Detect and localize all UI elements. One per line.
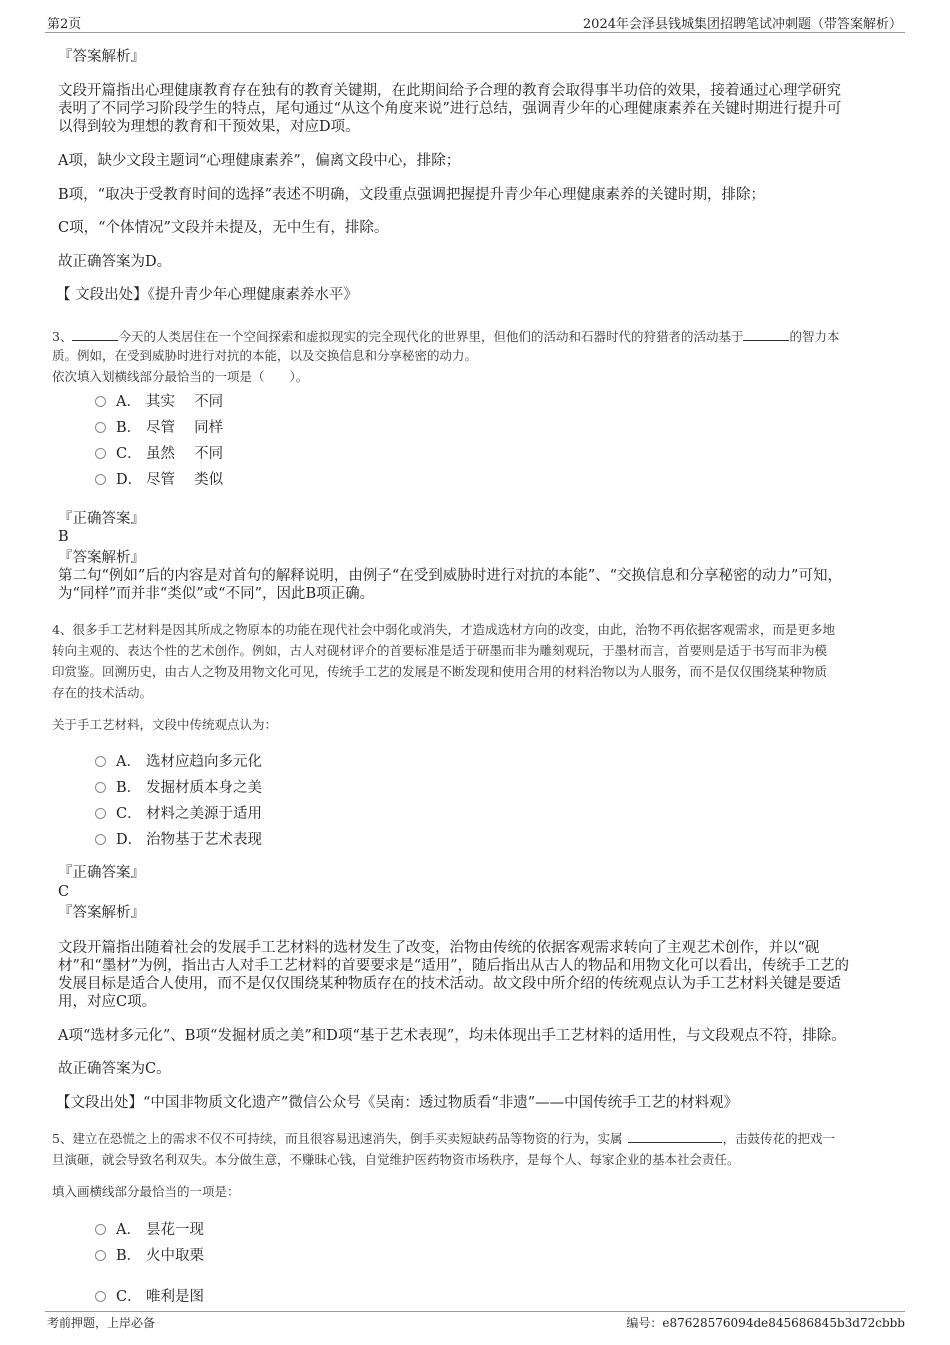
q2-option-b-note: B项，“取决于受教育时间的选择”表述不明确，文段重点强调把握提升青少年心理健康素养的关键时期，排除； — [58, 187, 765, 203]
q3-answer: B — [58, 529, 69, 545]
radio-icon[interactable] — [95, 396, 106, 407]
q4-answer-heading: 『正确答案』 — [58, 865, 145, 881]
footer-divider — [45, 1311, 905, 1312]
radio-icon[interactable] — [95, 448, 106, 459]
q3-option-a[interactable]: A． 其实 不同 — [95, 390, 223, 411]
q5-stem-line-1: 5、建立在恐慌之上的需求不仅不可持续，而且很容易迅速消失，倒手买卖短缺药品等物资的行为，实属 ，击鼓传花的把戏一 — [52, 1131, 835, 1146]
q2-analysis-line-3: 以得到较为理想的教育和干预效果，对应D项。 — [58, 119, 360, 135]
q5-blank — [628, 1130, 722, 1143]
q4-other-options-note: A项“选材多元化”、B项“发掘材质之美”和D项“基于艺术表现”，均未体现出手工艺材料的适用性，与文段观点不符，排除。 — [58, 1028, 846, 1044]
q5-prompt: 填入画横线部分最恰当的一项是： — [52, 1184, 240, 1199]
q3-blank-2 — [743, 328, 789, 341]
radio-icon[interactable] — [95, 808, 106, 819]
q5-option-b[interactable]: B． 火中取栗 — [95, 1244, 204, 1265]
q5-option-a[interactable]: A． 昙花一现 — [95, 1218, 204, 1239]
radio-icon[interactable] — [95, 474, 106, 485]
q3-prompt: 依次填入划横线部分最恰当的一项是（ ）。 — [52, 369, 309, 384]
document-title: 2024年会泽县钱城集团招聘笔试冲刺题（带答案解析） — [582, 17, 902, 32]
q4-conclusion: 故正确答案为C。 — [58, 1061, 171, 1077]
q2-option-c-note: C项，“个体情况”文段并未提及，无中生有，排除。 — [58, 220, 389, 236]
q2-analysis-line-2: 表明了不同学习阶段学生的特点，尾句通过“从这个角度来说”进行总结，强调青少年的心理健康素养在关键时期进行提升可 — [58, 101, 842, 117]
q3-analysis-line-2: 为“同样”而并非“类似”或“不同”，因此B项正确。 — [58, 586, 375, 602]
q3-blank-1 — [72, 328, 118, 341]
header-divider — [45, 32, 905, 33]
q4-analysis-line-2: 材”和“墨材”为例，指出古人对手工艺材料的首要要求是“适用”，随后指出从古人的物品和用物文化可以看出，传统手工艺的 — [58, 958, 850, 974]
q4-answer: C — [58, 884, 70, 900]
q4-stem-line-1: 4、很多手工艺材料是因其所成之物原本的功能在现代社会中弱化或消失，才造成选材方向的改变，由此，治物不再依据客观需求，而是更多地 — [52, 622, 835, 637]
radio-icon[interactable] — [95, 422, 106, 433]
radio-icon[interactable] — [95, 1291, 106, 1302]
q2-option-a-note: A项，缺少文段主题词“心理健康素养”，偏离文段中心，排除； — [58, 153, 461, 169]
q5-stem-line-2: 旦演砸，就会导致名利双失。本分做生意，不赚昧心钱，自觉维护医药物资市场秩序，是每个人、每家企业的基本社会责任。 — [52, 1152, 740, 1167]
footer-slogan: 考前押题，上岸必备 — [47, 1316, 156, 1330]
radio-icon[interactable] — [95, 782, 106, 793]
radio-icon[interactable] — [95, 1224, 106, 1235]
q3-answer-heading: 『正确答案』 — [58, 511, 145, 527]
q4-stem-line-2: 转向主观的、表达个性的艺术创作。例如，古人对砚材评介的首要标准是适于研墨而非为雕刻观玩，于墨材而言，首要则是适于书写而非为模 — [52, 643, 828, 658]
q4-analysis-line-3: 发展目标是适合人使用，而不是仅仅围绕某种物质存在的技术活动。故文段中所介绍的传统观点认为手工艺材料关键是要适 — [58, 976, 841, 992]
q4-option-a[interactable]: A． 选材应趋向多元化 — [95, 750, 262, 771]
q3-stem-line-1: 3、 今天的人类居住在一个空间探索和虚拟现实的完全现代化的世界里，但他们的活动和石器时代的狩猎者的活动基于 的智力本 — [52, 329, 840, 344]
q4-prompt: 关于手工艺材料，文段中传统观点认为： — [52, 717, 278, 732]
q3-option-c[interactable]: C． 虽然 不同 — [95, 442, 223, 463]
q2-conclusion: 故正确答案为D。 — [58, 254, 172, 270]
q4-option-d[interactable]: D． 治物基于艺术表现 — [95, 828, 262, 849]
q2-analysis-line-1: 文段开篇指出心理健康教育存在独有的教育关键期，在此期间给予合理的教育会取得事半功倍的效果，接着通过心理学研究 — [58, 83, 841, 99]
q4-stem-line-3: 印赏鉴。回溯历史，由古人之物及用物文化可见，传统手工艺的发展是不断发现和使用合用的材料治物以为人服务，而不是仅仅围绕某种物质 — [52, 664, 828, 679]
document-id: 编号：e87628576094de845686845b3d72cbbb — [626, 1316, 905, 1330]
q3-stem-line-2: 质。例如，在受到威胁时进行对抗的本能，以及交换信息和分享秘密的动力。 — [52, 348, 478, 363]
q4-analysis-line-4: 用，对应C项。 — [58, 994, 157, 1010]
q5-option-c[interactable]: C． 唯利是图 — [95, 1285, 204, 1306]
radio-icon[interactable] — [95, 1250, 106, 1261]
q4-option-b[interactable]: B． 发掘材质本身之美 — [95, 776, 262, 797]
q4-analysis-heading: 『答案解析』 — [58, 905, 145, 921]
q3-analysis-heading: 『答案解析』 — [58, 550, 145, 566]
q3-option-d[interactable]: D． 尽管 类似 — [95, 468, 223, 489]
q3-option-b[interactable]: B． 尽管 同样 — [95, 416, 223, 437]
q4-stem-line-4: 存在的技术活动。 — [52, 685, 153, 700]
radio-icon[interactable] — [95, 834, 106, 845]
radio-icon[interactable] — [95, 756, 106, 767]
page-number: 第2页 — [47, 17, 82, 32]
q3-analysis-line-1: 第二句“例如”后的内容是对首句的解释说明，由例子“在受到威胁时进行对抗的本能”、“交换信息和分享秘密的动力”可知， — [58, 568, 842, 584]
q4-analysis-line-1: 文段开篇指出随着社会的发展手工艺材料的选材发生了改变，治物由传统的依据客观需求转向了主观艺术创作，并以“砚 — [58, 940, 820, 956]
q2-analysis-heading: 『答案解析』 — [58, 49, 145, 65]
q4-source: 【文段出处】“中国非物质文化遗产”微信公众号《吴南：透过物质看“非遗”——中国传统手工艺的材料观》 — [56, 1095, 739, 1111]
q2-source: 【 文段出处】《提升青少年心理健康素养水平》 — [56, 287, 358, 303]
q4-option-c[interactable]: C． 材料之美源于适用 — [95, 802, 262, 823]
